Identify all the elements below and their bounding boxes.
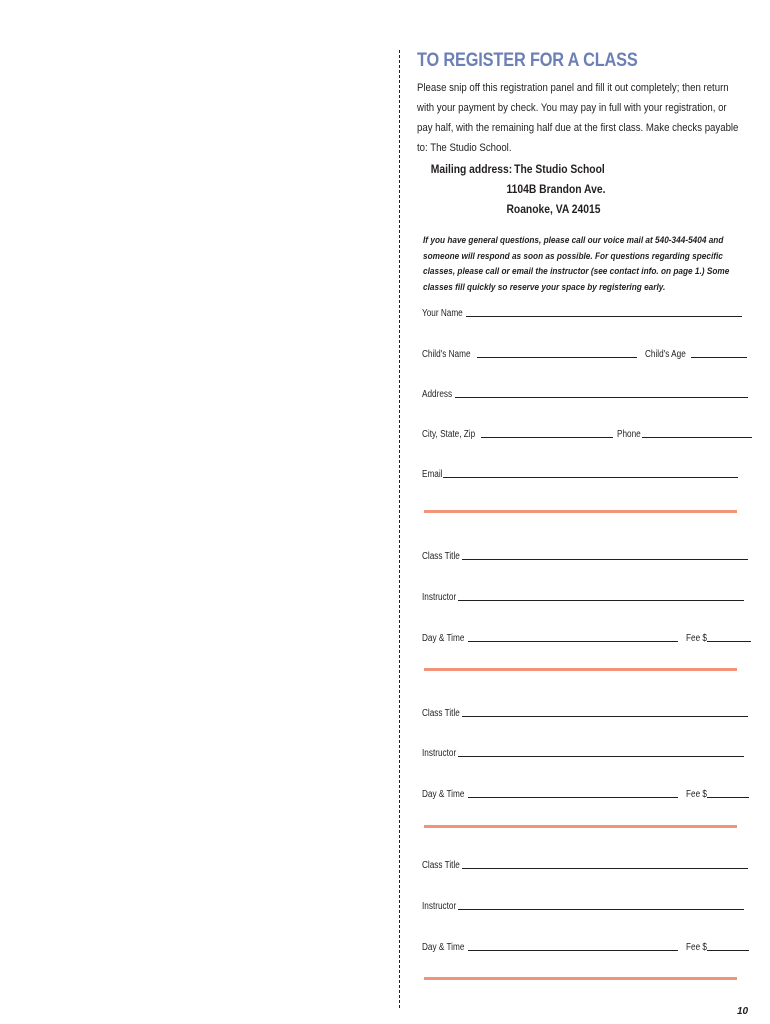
class-title-label: Class Title (422, 708, 460, 719)
class-1-title-field[interactable] (422, 551, 748, 562)
page-number: 10 (737, 1006, 749, 1017)
class-3-title-field[interactable] (422, 860, 748, 871)
childs-age-label: Child's Age (645, 349, 686, 360)
day-time-line[interactable] (468, 641, 678, 642)
instructor-line[interactable] (458, 756, 744, 757)
notice-text: If you have general questions, please call our voice mail at 540-344-5404 and someone will respond as soon as possible. For questions regarding specific classes, please call or email the instructor (see contact info. on page 1.) Some classes fill quickly so reserve your space by registering early. (423, 235, 730, 293)
childs-age-line[interactable] (691, 357, 747, 358)
section-divider (424, 977, 737, 980)
class-title-line[interactable] (462, 868, 748, 869)
fee-label: Fee $ (685, 789, 707, 800)
instructor-label: Instructor (422, 748, 457, 759)
address-field[interactable] (422, 389, 748, 400)
city-state-zip-label: City, State, Zip (422, 429, 476, 440)
class-1-day-time-field[interactable] (422, 633, 751, 644)
email-line[interactable] (443, 477, 738, 478)
fee-line[interactable] (707, 950, 749, 951)
section-divider (424, 825, 737, 828)
class-title-label: Class Title (422, 860, 460, 871)
class-title-label: Class Title (422, 551, 460, 562)
mailing-label: Mailing address: (430, 162, 513, 176)
phone-line[interactable] (642, 437, 752, 438)
class-2-title-field[interactable] (422, 708, 748, 719)
day-time-label: Day & Time (422, 789, 465, 800)
day-time-line[interactable] (468, 797, 678, 798)
childs-name-label: Child's Name (422, 349, 471, 360)
fee-line[interactable] (707, 797, 749, 798)
class-1-instructor-field[interactable] (422, 592, 744, 603)
fee-label: Fee $ (685, 942, 707, 953)
day-time-label: Day & Time (422, 942, 465, 953)
email-field[interactable] (422, 469, 738, 480)
class-title-line[interactable] (462, 559, 748, 560)
childs-name-line[interactable] (477, 357, 637, 358)
mailing-line-2: 1104B Brandon Ave. (506, 182, 606, 196)
class-2-day-time-field[interactable] (422, 789, 749, 800)
cut-line-dashed (399, 50, 400, 1008)
your-name-field[interactable] (422, 308, 742, 319)
class-3-day-time-field[interactable] (422, 942, 749, 953)
city-state-zip-field[interactable] (422, 429, 752, 440)
your-name-line[interactable] (466, 316, 742, 317)
mailing-line-3: Roanoke, VA 24015 (506, 202, 601, 216)
intro-paragraph: Please snip off this registration panel and fill it out completely; then return with your payment by check. You may pay in full with your registration, or pay half, with the remaining half due at the first class. Make checks payable to: The Studio School. (417, 82, 739, 154)
day-time-line[interactable] (468, 950, 678, 951)
instructor-line[interactable] (458, 600, 744, 601)
your-name-label: Your Name (422, 308, 463, 319)
instructor-label: Instructor (422, 901, 457, 912)
mailing-line-1: The Studio School (514, 162, 605, 176)
class-3-instructor-field[interactable] (422, 901, 744, 912)
class-title-line[interactable] (462, 716, 748, 717)
city-state-zip-line[interactable] (481, 437, 613, 438)
page-title: TO REGISTER FOR A CLASS (417, 50, 638, 71)
phone-label: Phone (616, 429, 641, 440)
fee-line[interactable] (707, 641, 751, 642)
instructor-line[interactable] (458, 909, 744, 910)
email-label: Email (422, 469, 443, 480)
instructor-label: Instructor (422, 592, 457, 603)
registration-panel (417, 50, 742, 295)
childs-name-field[interactable] (422, 349, 747, 360)
section-divider (424, 668, 737, 671)
day-time-label: Day & Time (422, 633, 465, 644)
fee-label: Fee $ (685, 633, 707, 644)
address-label: Address (422, 389, 453, 400)
class-2-instructor-field[interactable] (422, 748, 744, 759)
mailing-address (417, 159, 697, 219)
address-line[interactable] (455, 397, 748, 398)
section-divider (424, 510, 737, 513)
